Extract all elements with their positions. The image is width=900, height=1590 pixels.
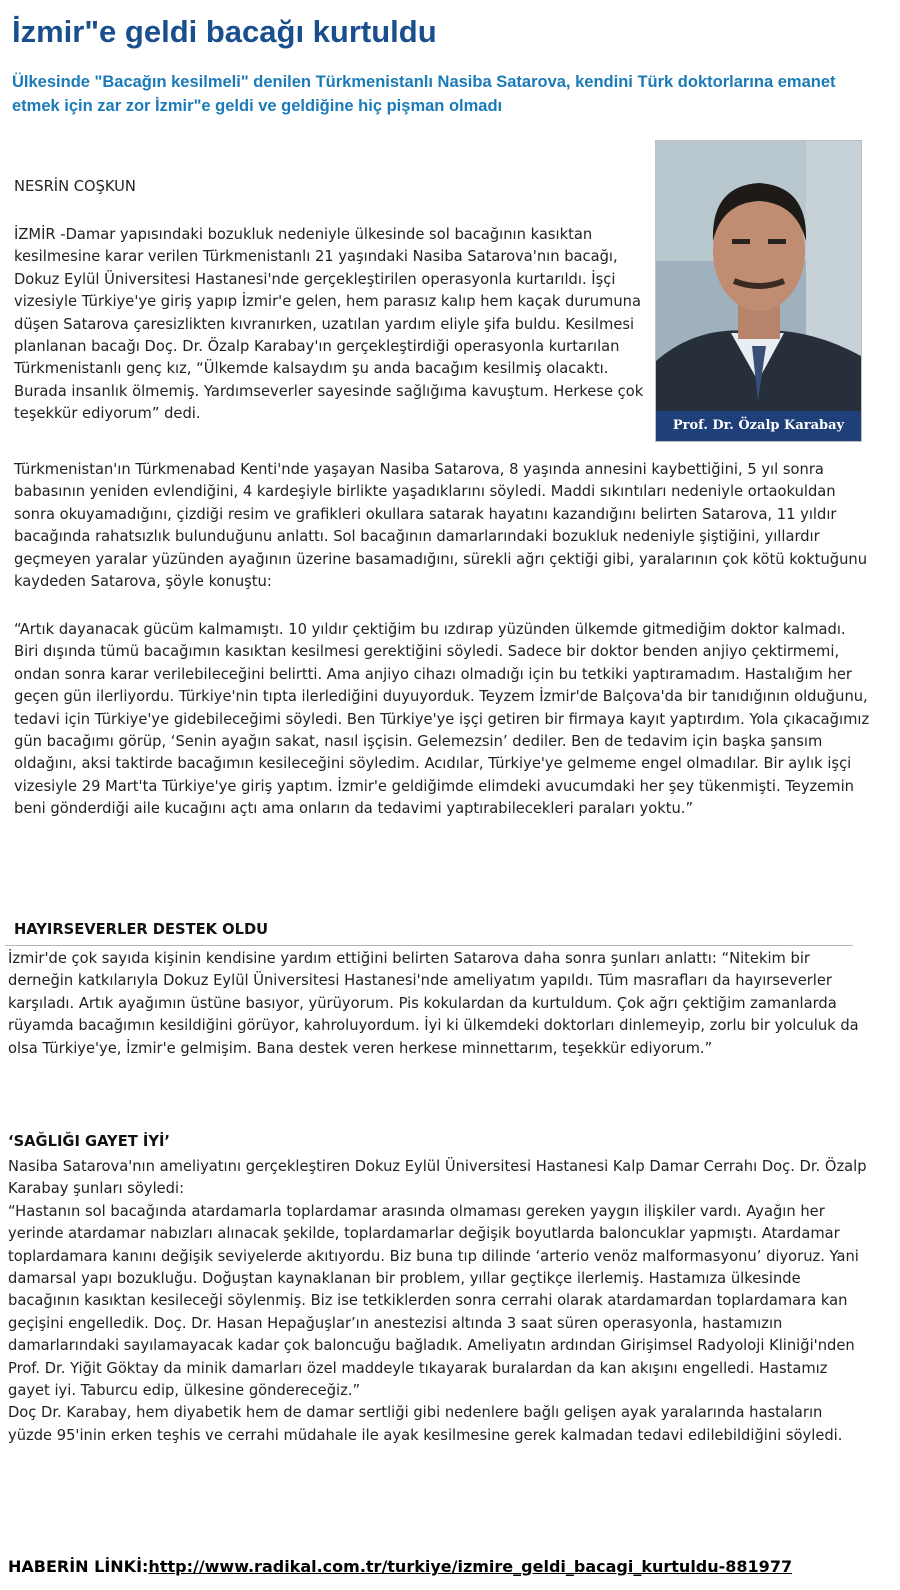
quote-patient: “Artık dayanacak gücüm kalmamıştı. 10 yıldır çektiğim bu ızdırap yüzünden ülkemde gitmediğim doktor kalmadı. Biri dışında tümü bacağımın kasıktan kesilmesi gerektiğini söyledi. Sadece bir doktor benden anjiyo çektirmemi, ondan sonra karar verilebileceğini belirtti. Ama anjiyo cihazı olmadığı için bu tetkiki yaptıramadım. Hastalığım her geçen gün ilerliyordu. Türkiye'nin tıpta ilerlediğini duyuyorduk. Teyzem İzmir'de Balçova'da bir tanıdığının olduğunu, tedavi için Türkiye'ye gidebileceğimi söyledi. Ben Türkiye'ye işçi getiren bir firmaya kayıt yaptırdım. Yola çıkacağımız gün bacağımı görüp, ‘Senin ayağın sakat, nasıl işçisin. Gelemezsin’ dediler. Ben de tedavim için başka şansım oldağını, aksi taktirde bacağımın kesileceğini söyledim. Acıdılar, Türkiye'ye gelmeme engel olmadılar. Bir aylık işçi vizesiyle 29 Mart'ta Türkiye'ye giriş yaptım. İzmir'e geldiğimde elimdeki avucumdaki her şey tükenmişti. Teyzemin beni gönderdiği aile kucağını açtı ama onların da tedavimi yaptırabilecekleri paraları yoktu.” bbox=[14, 621, 870, 818]
portrait-image bbox=[656, 141, 861, 441]
section-heading-donors: HAYIRSEVERLER DESTEK OLDU bbox=[14, 921, 269, 938]
photo-caption: Prof. Dr. Özalp Karabay bbox=[656, 411, 861, 441]
news-link-line bbox=[8, 1557, 792, 1576]
news-link-url[interactable]: http://www.radikal.com.tr/turkiye/izmire_geldi_bacagi_kurtuldu-881977 bbox=[148, 1557, 793, 1576]
section-divider bbox=[5, 945, 853, 946]
news-link-label: HABERİN LİNKİ: bbox=[8, 1557, 149, 1576]
section-heading-health: ‘SAĞLIĞI GAYET İYİ’ bbox=[8, 1133, 170, 1150]
article-headline: İzmir"e geldi bacağı kurtuldu bbox=[12, 14, 437, 49]
paragraph-intro: İZMİR -Damar yapısındaki bozukluk nedeniyle ülkesinde sol bacağının kasıktan kesilmesine karar verilen Türkmenistanlı 21 yaşındaki Nasiba Satarova'nın bacağı, Dokuz Eylül Üniversitesi Hastanesi'nde gerçekleştirilen operasyonla kurtarıldı. İşçi vizesiyle Türkiye'ye giriş yapıp İzmir'e gelen, hem parasız kalıp hem kaçak durumuna düşen Satarova çaresizlikten kıvranırken, uzatılan yardım eliyle şifa buldu. Kesilmesi planlanan bacağı Doç. Dr. Özalp Karabay'ın gerçekleştirdiği operasyonla kurtarılan Türkmenistanlı genç kız, “Ülkemde kalsaydım şu anda bacağım kesilmiş olacaktı. Burada insanlık ölmemiş. Yardımseverler sayesinde sağlığıma kavuştum. Herkese çok teşekkür ediyorum” dedi. bbox=[14, 226, 644, 423]
paragraph-donors: İzmir'de çok sayıda kişinin kendisine yardım ettiğini belirten Satarova daha sonra şunları anlattı: “Nitekim bir derneğin katkılarıyla Dokuz Eylül Üniversitesi Hastanesi'nde ameliyatım yapıldı. Tüm masrafları da hayırseverler karşıladı. Artık ayağımın üstüne basıyor, yürüyorum. Pis kokulardan da kurtuldum. Çok ağrı çektiğim zamanlarda rüyamda bacağımın kesildiğini görüyor, kahroluyordum. İyi ki ülkemdeki doktorları dinlemeyip, zorlu bir yolculuk da olsa Türkiye'ye, İzmir'e gelmişim. Bana destek veren herkese minnettarım, teşekkür ediyorum.” bbox=[8, 950, 859, 1057]
doctor-photo bbox=[655, 140, 862, 442]
author-byline: NESRİN COŞKUN bbox=[14, 178, 136, 195]
paragraph-doctor: Nasiba Satarova'nın ameliyatını gerçekleştiren Dokuz Eylül Üniversitesi Hastanesi Kalp Damar Cerrahı Doç. Dr. Özalp Karabay şunları söyledi: “Hastanın sol bacağında atardamarla toplardamar arasında olmaması gereken yaygın ilişkiler vardı. Ayağın her yerinde atardamar nabızları alınacak şekilde, toplardamarlar değişik boyutlarda baloncuklar yapmıştı. Atardamar toplardamara kanını değişik seviyelerde akıtıyordu. Biz buna tıp dilinde ‘arterio venöz malformasyonu’ diyoruz. Yani damarsal yapı bozukluğu. Doğuştan kaynaklanan bir problem, yıllar geçtikçe ilerlemiş. Hastamıza ülkesinde bacağının kasıktan kesileceği söylenmiş. Biz ise tetkiklerden sonra cerrahi olarak atardamardan toplardamara kan geçişini engelledik. Doç. Dr. Hasan Hepağuşlar’ın anestezisi altında 3 saat süren operasyonla, hastamızın damarlarındaki sayılamayacak kadar çok baloncuğu bağladık. Ameliyatın ardından Girişimsel Radyoloji Kliniği'nden Prof. Dr. Yiğit Göktay da minik damarları özel maddeyle tıkayarak buralardan da kan akışını engelledi. Hastamız gayet iyi. Taburcu edip, ülkesine göndereceğiz.” Doç Dr. Karabay, hem diyabetik hem de damar sertliği gibi nedenlere bağlı gelişen ayak yaralarında hastaların yüzde 95'inin erken teşhis ve cerrahi müdahale ile ayak kesilmesine gerek kalmadan tedavi edilebildiğini söyledi. bbox=[8, 1158, 867, 1444]
article-subheadline: Ülkesinde "Bacağın kesilmeli" denilen Türkmenistanlı Nasiba Satarova, kendini Türk doktorlarına emanet etmek için zar zor İzmir"e geldi ve geldiğine hiç pişman olmadı bbox=[12, 73, 836, 115]
paragraph-background: Türkmenistan'ın Türkmenabad Kenti'nde yaşayan Nasiba Satarova, 8 yaşında annesini kaybettiğini, 5 yıl sonra babasının yeniden evlendiğini, 4 kardeşiyle birlikte yaşadıklarını söyledi. Maddi sıkıntıları nedeniyle ortaokuldan sonra okuyamadığını, çizdiği resim ve grafikleri okullara satarak hayatını kazandığını belirten Satarova, 11 yıldır bacağında rahatsızlık bulunduğunu anlattı. Sol bacağının damarlarındaki bozukluk nedeniyle şiştiğini, yıllardır geçmeyen yaralar yüzünden ayağının üzerine basamadığını, sürekli ağrı çektiği gibi, yaralarının çok kötü koktuğunu kaydeden Satarova, şöyle konuştu: bbox=[14, 461, 867, 591]
